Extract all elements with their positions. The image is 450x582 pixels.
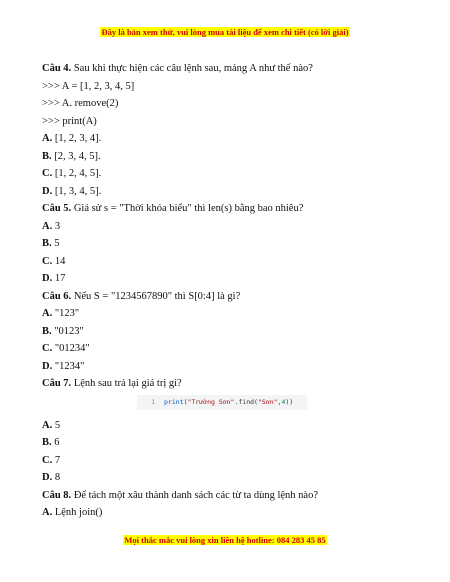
option-d [42,183,422,201]
option-letter: B. [42,238,52,249]
option-text: 14 [52,255,66,267]
option-b [42,235,422,253]
question-text: Để tách một xâu thành danh sách các từ ta dùng lệnh nào? [71,489,318,501]
question-6 [42,288,422,306]
code-paren: ( [183,397,188,406]
option-c [42,452,422,470]
option-letter: D. [42,472,53,483]
option-text: "1234" [52,360,85,372]
option-a [42,218,422,236]
question-4 [42,60,422,78]
code-string: "Sơn" [257,397,278,406]
option-text: 17 [52,273,66,284]
option-letter: B. [42,150,52,162]
option-letter: A. [42,308,53,319]
option-text: "123" [52,308,80,319]
option-a [42,305,422,323]
hotline-text: Mọi thắc mắc vui lòng xin liên hệ hotline: 084 283 45 85 [124,535,326,545]
code-line: >>> A. remove(2) [42,98,119,109]
question-7 [42,375,422,393]
option-letter: C. [42,255,53,267]
question-text: Nếu S = "1234567890" thì S[0:4] là gì? [71,290,241,302]
option-text: 8 [52,472,61,483]
question-text: Lệnh sau trả lại giá trị gì? [71,378,182,389]
option-letter: D. [42,273,53,284]
hotline-banner [0,535,450,545]
code-comma: , [277,397,282,406]
code-number: 4 [281,397,286,406]
option-c [42,253,422,271]
option-letter: A. [42,133,53,144]
option-text: [1, 2, 3, 4]. [52,133,102,144]
option-text: 7 [52,454,61,466]
preview-notice-text: Đây là bản xem thử, vui lòng mua tài liệu để xem chi tiết (có lời giải) [101,27,349,37]
option-letter: D. [42,360,53,372]
option-text: 3 [52,220,61,232]
option-text: "01234" [52,343,90,354]
question-text: Giả sử s = "Thời khóa biểu" thì len(s) bằng bao nhiêu? [71,203,304,214]
option-text: "0123" [51,325,84,337]
preview-notice-banner [0,27,450,37]
option-text: Lệnh join() [52,507,103,518]
question-label: Câu 5. [42,203,72,214]
option-text: [1, 2, 4, 5]. [52,168,102,179]
question-label: Câu 6. [42,290,72,302]
option-letter: B. [42,437,52,448]
option-letter: C. [42,343,53,354]
option-letter: A. [42,507,53,518]
option-text: [2, 3, 4, 5]. [51,150,101,162]
question-label: Câu 4. [42,63,72,74]
code-method: .find( [234,397,258,406]
code-line: >>> print(A) [42,115,97,127]
option-a [42,130,422,148]
question-8 [42,487,422,505]
option-letter: A. [42,419,53,431]
option-text: [1, 3, 4, 5]. [52,185,102,197]
option-d [42,270,422,288]
code-function: print [164,397,184,406]
option-c [42,165,422,183]
option-letter: A. [42,220,53,232]
question-text: Sau khi thực hiện các câu lệnh sau, mảng A như thế nào? [71,63,313,74]
question-label: Câu 7. [42,378,72,389]
option-letter: D. [42,185,53,197]
option-b [42,148,422,166]
option-a [42,417,422,435]
option-d [42,358,422,376]
code-content [164,395,293,410]
question-label: Câu 8. [42,489,72,501]
option-letter: C. [42,168,53,179]
option-b [42,323,422,341]
code-snippet [137,395,307,410]
option-text: 5 [51,238,60,249]
option-c [42,340,422,358]
code-line: >>> A = [1, 2, 3, 4, 5] [42,80,135,92]
code-line-number: 1 [151,397,155,406]
option-text: 5 [52,419,61,431]
option-text: 6 [51,437,60,448]
option-letter: C. [42,454,53,466]
option-a [42,504,422,522]
option-d [42,469,422,487]
option-letter: B. [42,325,52,337]
code-paren: )) [285,397,294,406]
code-string: "Trường Sơn" [187,397,235,406]
option-b [42,434,422,452]
question-5 [42,200,422,218]
document-body [42,60,422,522]
